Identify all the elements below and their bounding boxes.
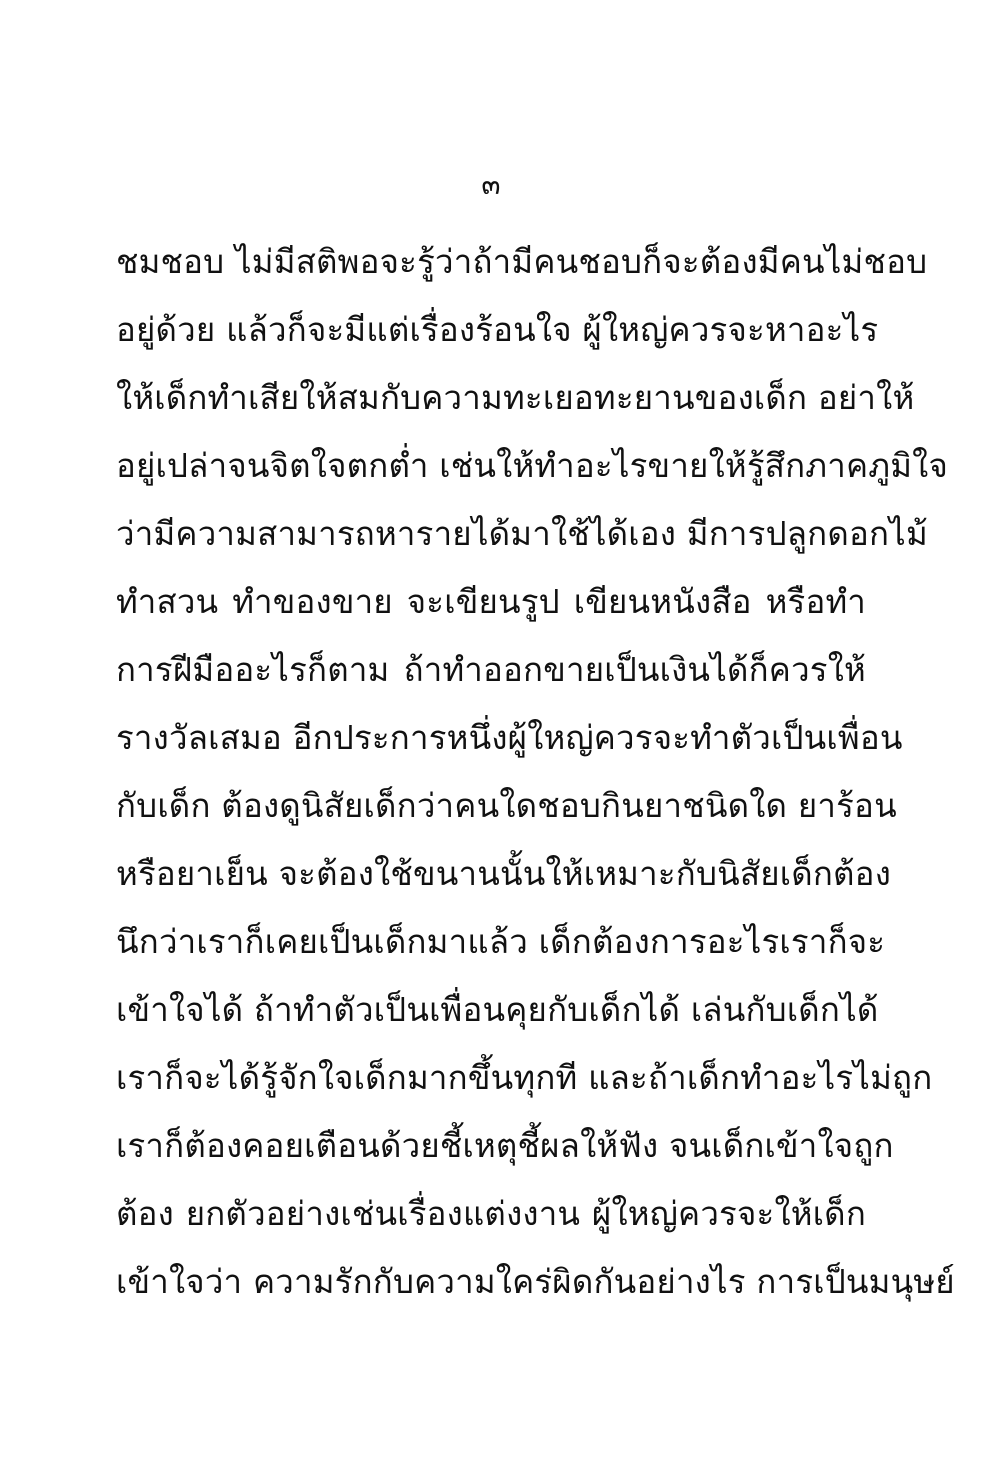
- text-line-8: รางวัลเสมอ อีกประการหนึ่งผู้ใหญ่ควรจะทำตัวเป็นเพื่อน: [116, 718, 903, 757]
- text-line-6: ทำสวน ทำของขาย จะเขียนรูป เขียนหนังสือ หรือทำ: [116, 582, 866, 621]
- text-line-4: อยู่เปล่าจนจิตใจตกต่ำ เช่นให้ทำอะไรขายให้รู้สึกภาคภูมิใจ: [116, 446, 949, 485]
- text-line-5: ว่ามีความสามารถหารายได้มาใช้ได้เอง มีการปลูกดอกไม้: [116, 514, 928, 553]
- text-line-16: เข้าใจว่า ความรักกับความใคร่ผิดกันอย่างไร การเป็นมนุษย์: [116, 1262, 955, 1301]
- text-line-13: เราก็จะได้รู้จักใจเด็กมากขึ้นทุกที และถ้าเด็กทำอะไรไม่ถูก: [116, 1058, 933, 1097]
- page-number: ๓: [481, 168, 501, 201]
- text-line-15: ต้อง ยกตัวอย่างเช่นเรื่องแต่งงาน ผู้ใหญ่ควรจะให้เด็ก: [116, 1194, 866, 1233]
- text-line-9: กับเด็ก ต้องดูนิสัยเด็กว่าคนใดชอบกินยาชนิดใด ยาร้อน: [116, 786, 897, 825]
- text-line-10: หรือยาเย็น จะต้องใช้ขนานนั้นให้เหมาะกับนิสัยเด็กต้อง: [116, 854, 892, 893]
- text-line-1: ชมชอบ ไม่มีสติพอจะรู้ว่าถ้ามีคนชอบก็จะต้องมีคนไม่ชอบ: [116, 242, 928, 281]
- text-line-11: นึกว่าเราก็เคยเป็นเด็กมาแล้ว เด็กต้องการอะไรเราก็จะ: [116, 922, 886, 961]
- text-line-12: เข้าใจได้ ถ้าทำตัวเป็นเพื่อนคุยกับเด็กได้ เล่นกับเด็กได้: [116, 990, 879, 1029]
- text-line-14: เราก็ต้องคอยเตือนด้วยชี้เหตุชี้ผลให้ฟัง จนเด็กเข้าใจถูก: [116, 1126, 894, 1165]
- text-line-7: การฝีมืออะไรก็ตาม ถ้าทำออกขายเป็นเงินได้ก็ควรให้: [116, 650, 866, 689]
- text-line-3: ให้เด็กทำเสียให้สมกับความทะเยอทะยานของเด็ก อย่าให้: [116, 378, 915, 417]
- text-line-2: อยู่ด้วย แล้วก็จะมีแต่เรื่องร้อนใจ ผู้ใหญ่ควรจะหาอะไร: [116, 310, 879, 349]
- body-text: [116, 228, 955, 1316]
